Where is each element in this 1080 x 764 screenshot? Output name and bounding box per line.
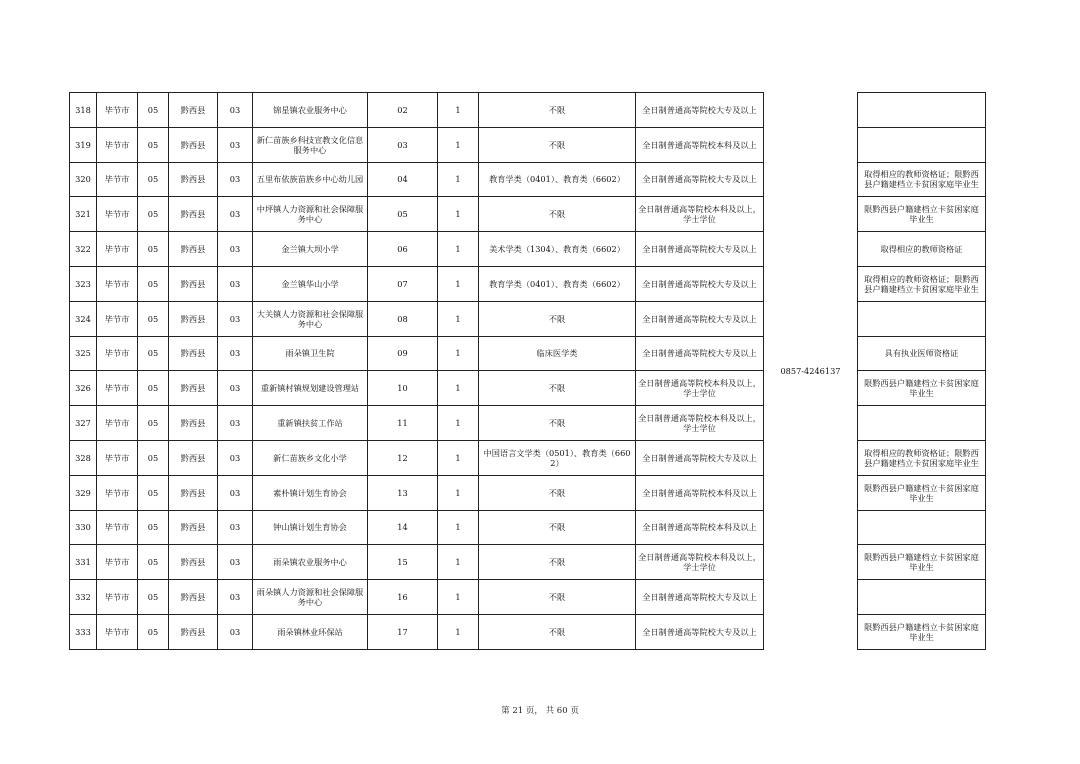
- cell-education: 全日制普通高等院校大专及以上: [636, 232, 764, 267]
- cell-count: 1: [438, 232, 479, 267]
- cell-major: 不限: [479, 301, 636, 336]
- cell-county-code: 03: [218, 162, 253, 197]
- cell-post-code: 12: [368, 440, 438, 475]
- cell-count: 1: [438, 614, 479, 649]
- cell-other-requirements: 取得相应的教师资格证: [858, 232, 986, 267]
- cell-city: 毕节市: [97, 614, 138, 649]
- cell-post-code: 05: [368, 197, 438, 232]
- cell-unit: 金兰镇华山小学: [253, 266, 368, 301]
- cell-major: 中国语言文学类（0501）、教育类（6602）: [479, 440, 636, 475]
- cell-city: 毕节市: [97, 127, 138, 162]
- cell-major: 教育学类（0401）、教育类（6602）: [479, 162, 636, 197]
- cell-unit: 钟山镇计划生育协会: [253, 510, 368, 545]
- cell-county-code: 03: [218, 232, 253, 267]
- cell-post-code: 06: [368, 232, 438, 267]
- cell-unit: 雨朵镇卫生院: [253, 336, 368, 371]
- cell-unit: 素朴镇计划生育协会: [253, 475, 368, 510]
- cell-other-requirements: 取得相应的教师资格证；限黔西县户籍建档立卡贫困家庭毕业生: [858, 440, 986, 475]
- cell-county: 黔西县: [169, 93, 218, 128]
- cell-county: 黔西县: [169, 232, 218, 267]
- cell-county-code: 03: [218, 614, 253, 649]
- cell-major: 不限: [479, 580, 636, 615]
- cell-education: 全日制普通高等院校本科及以上，学士学位: [636, 197, 764, 232]
- cell-county: 黔西县: [169, 266, 218, 301]
- cell-count: 1: [438, 162, 479, 197]
- cell-other-requirements: [858, 127, 986, 162]
- cell-post-code: 17: [368, 614, 438, 649]
- cell-unit: 大关镇人力资源和社会保障服务中心: [253, 301, 368, 336]
- page-footer: 第 21 页， 共 60 页: [501, 706, 579, 716]
- cell-other-requirements: [858, 406, 986, 441]
- cell-contact-phone: 0857-4246137: [764, 93, 858, 650]
- cell-county: 黔西县: [169, 371, 218, 406]
- cell-city: 毕节市: [97, 301, 138, 336]
- cell-county: 黔西县: [169, 580, 218, 615]
- cell-county: 黔西县: [169, 301, 218, 336]
- cell-city-code: 05: [138, 162, 169, 197]
- cell-seq: 320: [70, 162, 97, 197]
- cell-major: 不限: [479, 545, 636, 580]
- cell-major: 美术学类（1304）、教育类（6602）: [479, 232, 636, 267]
- cell-county-code: 03: [218, 580, 253, 615]
- cell-major: 不限: [479, 197, 636, 232]
- cell-seq: 319: [70, 127, 97, 162]
- cell-city: 毕节市: [97, 93, 138, 128]
- cell-city-code: 05: [138, 336, 169, 371]
- cell-county-code: 03: [218, 266, 253, 301]
- cell-count: 1: [438, 93, 479, 128]
- cell-city: 毕节市: [97, 406, 138, 441]
- cell-count: 1: [438, 580, 479, 615]
- cell-city-code: 05: [138, 93, 169, 128]
- cell-other-requirements: [858, 301, 986, 336]
- cell-education: 全日制普通高等院校大专及以上: [636, 440, 764, 475]
- cell-county-code: 03: [218, 301, 253, 336]
- cell-seq: 318: [70, 93, 97, 128]
- cell-other-requirements: 取得相应的教师资格证；限黔西县户籍建档立卡贫困家庭毕业生: [858, 266, 986, 301]
- cell-count: 1: [438, 336, 479, 371]
- cell-count: 1: [438, 371, 479, 406]
- cell-county: 黔西县: [169, 510, 218, 545]
- cell-seq: 323: [70, 266, 97, 301]
- cell-seq: 325: [70, 336, 97, 371]
- cell-seq: 328: [70, 440, 97, 475]
- cell-post-code: 08: [368, 301, 438, 336]
- cell-major: 教育学类（0401）、教育类（6602）: [479, 266, 636, 301]
- cell-major: 不限: [479, 406, 636, 441]
- cell-seq: 322: [70, 232, 97, 267]
- cell-education: 全日制普通高等院校大专及以上: [636, 336, 764, 371]
- cell-unit: 重新镇村镇规划建设管理站: [253, 371, 368, 406]
- cell-other-requirements: 限黔西县户籍建档立卡贫困家庭毕业生: [858, 545, 986, 580]
- cell-county-code: 03: [218, 371, 253, 406]
- cell-seq: 333: [70, 614, 97, 649]
- cell-city-code: 05: [138, 232, 169, 267]
- cell-education: 全日制普通高等院校本科及以上: [636, 127, 764, 162]
- cell-city: 毕节市: [97, 475, 138, 510]
- cell-county-code: 03: [218, 336, 253, 371]
- cell-county: 黔西县: [169, 545, 218, 580]
- cell-county-code: 03: [218, 127, 253, 162]
- cell-count: 1: [438, 440, 479, 475]
- cell-major: 不限: [479, 510, 636, 545]
- cell-city-code: 05: [138, 301, 169, 336]
- cell-city: 毕节市: [97, 545, 138, 580]
- cell-county: 黔西县: [169, 162, 218, 197]
- cell-county: 黔西县: [169, 440, 218, 475]
- cell-unit: 锦星镇农业服务中心: [253, 93, 368, 128]
- cell-education: 全日制普通高等院校大专及以上: [636, 301, 764, 336]
- cell-unit: 重新镇扶贫工作站: [253, 406, 368, 441]
- cell-city: 毕节市: [97, 580, 138, 615]
- cell-city: 毕节市: [97, 197, 138, 232]
- cell-city-code: 05: [138, 440, 169, 475]
- cell-city: 毕节市: [97, 232, 138, 267]
- cell-city: 毕节市: [97, 266, 138, 301]
- cell-seq: 321: [70, 197, 97, 232]
- cell-other-requirements: 限黔西县户籍建档立卡贫困家庭毕业生: [858, 371, 986, 406]
- cell-post-code: 10: [368, 371, 438, 406]
- cell-county: 黔西县: [169, 336, 218, 371]
- cell-city-code: 05: [138, 580, 169, 615]
- cell-post-code: 03: [368, 127, 438, 162]
- cell-education: 全日制普通高等院校本科及以上: [636, 475, 764, 510]
- cell-education: 全日制普通高等院校本科及以上，学士学位: [636, 371, 764, 406]
- cell-city: 毕节市: [97, 440, 138, 475]
- cell-city-code: 05: [138, 371, 169, 406]
- cell-education: 全日制普通高等院校本科及以上: [636, 510, 764, 545]
- cell-education: 全日制普通高等院校本科及以上，学士学位: [636, 545, 764, 580]
- cell-county-code: 03: [218, 197, 253, 232]
- cell-county-code: 03: [218, 440, 253, 475]
- cell-education: 全日制普通高等院校大专及以上: [636, 162, 764, 197]
- cell-other-requirements: 取得相应的教师资格证；限黔西县户籍建档立卡贫困家庭毕业生: [858, 162, 986, 197]
- cell-county-code: 03: [218, 510, 253, 545]
- cell-seq: 331: [70, 545, 97, 580]
- cell-city-code: 05: [138, 614, 169, 649]
- table-body: [70, 93, 986, 650]
- cell-count: 1: [438, 197, 479, 232]
- cell-count: 1: [438, 510, 479, 545]
- cell-city: 毕节市: [97, 336, 138, 371]
- cell-seq: 332: [70, 580, 97, 615]
- cell-major: 不限: [479, 475, 636, 510]
- cell-education: 全日制普通高等院校大专及以上: [636, 266, 764, 301]
- cell-major: 不限: [479, 614, 636, 649]
- cell-major: 不限: [479, 127, 636, 162]
- cell-unit: 中坪镇人力资源和社会保障服务中心: [253, 197, 368, 232]
- cell-city-code: 05: [138, 475, 169, 510]
- cell-city: 毕节市: [97, 371, 138, 406]
- cell-major: 不限: [479, 371, 636, 406]
- cell-other-requirements: [858, 510, 986, 545]
- cell-post-code: 07: [368, 266, 438, 301]
- cell-city-code: 05: [138, 197, 169, 232]
- cell-count: 1: [438, 127, 479, 162]
- cell-unit: 雨朵镇人力资源和社会保障服务中心: [253, 580, 368, 615]
- cell-post-code: 15: [368, 545, 438, 580]
- cell-city-code: 05: [138, 127, 169, 162]
- cell-unit: 雨朵镇农业服务中心: [253, 545, 368, 580]
- cell-seq: 327: [70, 406, 97, 441]
- cell-post-code: 09: [368, 336, 438, 371]
- cell-county-code: 03: [218, 545, 253, 580]
- cell-seq: 326: [70, 371, 97, 406]
- cell-county-code: 03: [218, 475, 253, 510]
- cell-unit: 五里布依族苗族乡中心幼儿园: [253, 162, 368, 197]
- cell-education: 全日制普通高等院校本科及以上，学士学位: [636, 406, 764, 441]
- cell-count: 1: [438, 266, 479, 301]
- cell-education: 全日制普通高等院校大专及以上: [636, 614, 764, 649]
- cell-count: 1: [438, 545, 479, 580]
- cell-count: 1: [438, 406, 479, 441]
- cell-other-requirements: 限黔西县户籍建档立卡贫困家庭毕业生: [858, 475, 986, 510]
- table-row: [70, 93, 986, 128]
- cell-county: 黔西县: [169, 614, 218, 649]
- cell-unit: 新仁苗族乡科技宣教文化信息服务中心: [253, 127, 368, 162]
- cell-seq: 324: [70, 301, 97, 336]
- cell-other-requirements: 具有执业医师资格证: [858, 336, 986, 371]
- cell-county: 黔西县: [169, 475, 218, 510]
- cell-unit: 新仁苗族乡文化小学: [253, 440, 368, 475]
- cell-other-requirements: 限黔西县户籍建档立卡贫困家庭毕业生: [858, 197, 986, 232]
- cell-city: 毕节市: [97, 510, 138, 545]
- cell-post-code: 14: [368, 510, 438, 545]
- cell-city: 毕节市: [97, 162, 138, 197]
- cell-post-code: 13: [368, 475, 438, 510]
- cell-count: 1: [438, 301, 479, 336]
- cell-post-code: 04: [368, 162, 438, 197]
- cell-other-requirements: 限黔西县户籍建档立卡贫困家庭毕业生: [858, 614, 986, 649]
- cell-education: 全日制普通高等院校大专及以上: [636, 580, 764, 615]
- cell-city-code: 05: [138, 510, 169, 545]
- cell-post-code: 02: [368, 93, 438, 128]
- cell-major: 临床医学类: [479, 336, 636, 371]
- cell-city-code: 05: [138, 266, 169, 301]
- cell-major: 不限: [479, 93, 636, 128]
- cell-county: 黔西县: [169, 197, 218, 232]
- cell-count: 1: [438, 475, 479, 510]
- cell-county: 黔西县: [169, 127, 218, 162]
- cell-post-code: 16: [368, 580, 438, 615]
- cell-seq: 330: [70, 510, 97, 545]
- cell-unit: 金兰镇大坝小学: [253, 232, 368, 267]
- cell-county: 黔西县: [169, 406, 218, 441]
- cell-other-requirements: [858, 580, 986, 615]
- positions-table: [69, 92, 986, 650]
- cell-post-code: 11: [368, 406, 438, 441]
- cell-county-code: 03: [218, 93, 253, 128]
- cell-city-code: 05: [138, 545, 169, 580]
- cell-city-code: 05: [138, 406, 169, 441]
- cell-county-code: 03: [218, 406, 253, 441]
- cell-unit: 雨朵镇林业环保站: [253, 614, 368, 649]
- cell-education: 全日制普通高等院校大专及以上: [636, 93, 764, 128]
- cell-seq: 329: [70, 475, 97, 510]
- cell-other-requirements: [858, 93, 986, 128]
